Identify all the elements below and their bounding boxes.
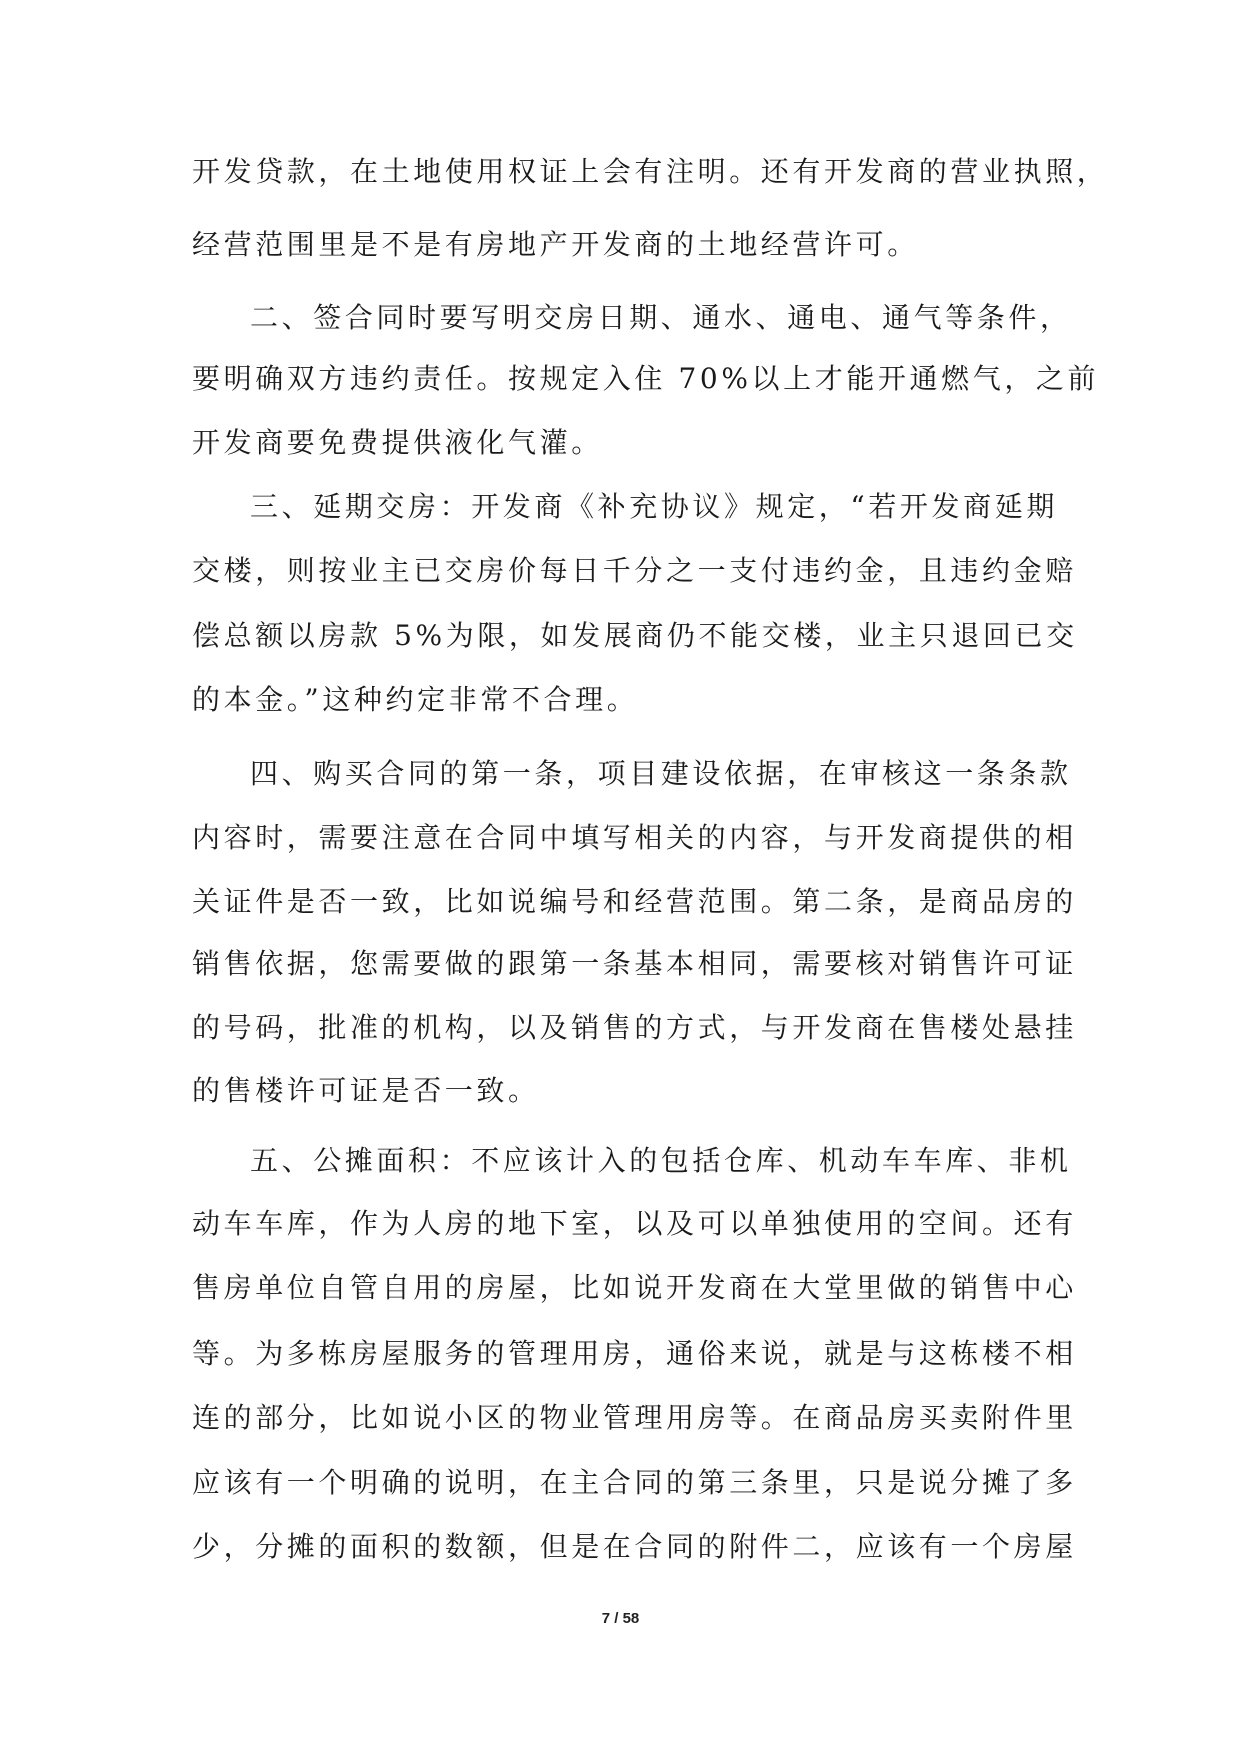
page-number: 7 / 58 — [601, 1610, 640, 1627]
text-line: 应该有一个明确的说明，在主合同的第三条里，只是说分摊了多 — [192, 1466, 1077, 1499]
text-line: 内容时，需要注意在合同中填写相关的内容，与开发商提供的相 — [192, 821, 1077, 854]
text-line: 开发商要免费提供液化气灌。 — [192, 426, 603, 459]
text-line: 售房单位自管自用的房屋，比如说开发商在大堂里做的销售中心 — [192, 1271, 1077, 1304]
paragraph-first-line: 三、延期交房：开发商《补充协议》规定，“若开发商延期 — [250, 490, 1058, 523]
text-line: 交楼，则按业主已交房价每日千分之一支付违约金，且违约金赔 — [192, 554, 1077, 587]
text-line: 销售依据，您需要做的跟第一条基本相同，需要核对销售许可证 — [192, 947, 1077, 980]
text-line: 的号码，批准的机构，以及销售的方式，与开发商在售楼处悬挂 — [192, 1011, 1077, 1044]
paragraph-first-line: 四、购买合同的第一条，项目建设依据，在审核这一条条款 — [250, 757, 1072, 790]
text-line: 经营范围里是不是有房地产开发商的土地经营许可。 — [192, 228, 919, 261]
text-line: 要明确双方违约责任。按规定入住 70%以上才能开通燃气，之前 — [192, 362, 1100, 395]
text-line: 的售楼许可证是否一致。 — [192, 1074, 540, 1107]
text-line: 关证件是否一致，比如说编号和经营范围。第二条，是商品房的 — [192, 885, 1077, 918]
text-line: 连的部分，比如说小区的物业管理用房等。在商品房买卖附件里 — [192, 1401, 1077, 1434]
text-line: 动车车库，作为人房的地下室，以及可以单独使用的空间。还有 — [192, 1207, 1077, 1240]
text-line: 开发贷款，在土地使用权证上会有注明。还有开发商的营业执照， — [192, 155, 1109, 188]
text-line: 少，分摊的面积的数额，但是在合同的附件二，应该有一个房屋 — [192, 1530, 1077, 1563]
paragraph-first-line: 五、公摊面积：不应该计入的包括仓库、机动车车库、非机 — [250, 1144, 1072, 1177]
paragraph-first-line: 二、签合同时要写明交房日期、通水、通电、通气等条件， — [250, 301, 1072, 334]
text-line: 偿总额以房款 5%为限，如发展商仍不能交楼，业主只退回已交 — [192, 619, 1078, 652]
text-line: 的本金。”这种约定非常不合理。 — [192, 683, 639, 716]
text-line: 等。为多栋房屋服务的管理用房，通俗来说，就是与这栋楼不相 — [192, 1337, 1077, 1370]
